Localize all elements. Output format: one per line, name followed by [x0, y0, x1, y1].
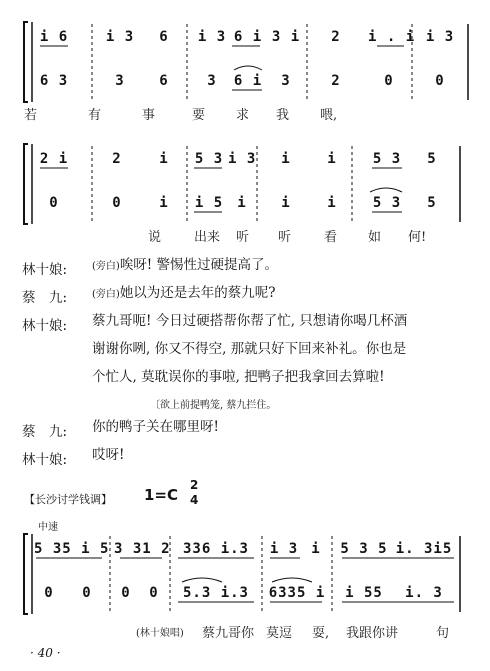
note: 0: [435, 73, 445, 89]
note: 0: [49, 195, 59, 211]
note: 5 3: [372, 195, 402, 211]
note: i 5: [194, 195, 224, 211]
note: 5 3: [372, 151, 402, 167]
lyric: 说: [148, 230, 162, 245]
stave-3-upper: [22, 536, 470, 562]
aside-tag: (旁白): [92, 261, 120, 272]
speaker-name: 林十娘:: [22, 318, 68, 334]
dialogue-text: 唉呀! 警惕性过硬提高了。: [119, 257, 279, 273]
note: 3 31 2: [114, 541, 171, 557]
note: 6: [159, 73, 169, 89]
note: i 3: [425, 29, 455, 45]
note: i: [311, 541, 321, 557]
note: 5 3: [194, 151, 224, 167]
note: 5: [427, 195, 437, 211]
note: i 3: [197, 29, 227, 45]
note: i. 3i5: [395, 541, 453, 557]
lyric: 蔡九哥你: [202, 626, 255, 641]
note: i: [327, 195, 337, 211]
note: i: [237, 195, 247, 211]
dialogue-text: 谢谢你咧, 你又不得空, 那就只好下回来补礼。你也是: [92, 341, 407, 357]
page-number: · 40 ·: [30, 646, 61, 660]
note: i 55: [345, 585, 383, 601]
stave-2-upper: [22, 146, 470, 172]
note: i: [159, 151, 169, 167]
lyric: 看: [324, 230, 338, 245]
speaker-name: 林十娘:: [22, 452, 68, 468]
stave-1-upper: [22, 24, 470, 50]
stave-2-lower: [22, 190, 470, 216]
dialogue-line: [92, 279, 276, 309]
tempo-marking: 中速: [38, 522, 58, 533]
note: 6 i: [233, 29, 263, 45]
note: 3: [115, 73, 125, 89]
lyric-prefix: (林十娘唱): [136, 628, 184, 639]
note: i 3: [228, 151, 257, 167]
dialogue-text: 蔡九哥呃! 今日过硬搭帮你帮了忙, 只想请你喝几杯酒: [92, 313, 408, 329]
stave-3: [22, 530, 470, 640]
dialogue-line: [92, 251, 278, 281]
stave-3-lower: [22, 580, 470, 606]
note: 0: [149, 585, 159, 601]
speaker-name: 蔡 九:: [22, 424, 68, 440]
lyric: 出来: [194, 230, 221, 245]
lyric: 要: [192, 108, 206, 123]
note: 5 3 5: [340, 541, 388, 557]
lyric: 何!: [408, 230, 427, 245]
lyric: 事: [142, 108, 156, 123]
lyric: 莫逗: [266, 626, 293, 641]
note: 2: [331, 73, 341, 89]
note: 2: [112, 151, 122, 167]
lyric: 我跟你讲: [346, 626, 399, 641]
note: i . i: [368, 29, 416, 45]
stave-1: [22, 18, 470, 123]
note: 3: [207, 73, 217, 89]
note: 6335 i: [268, 585, 326, 601]
note: 2 i: [39, 151, 69, 167]
lyric: 听: [236, 230, 250, 245]
note: 5.3 i.3: [182, 585, 249, 601]
note: i: [281, 151, 291, 167]
lyric: 听: [278, 230, 292, 245]
stave-1-lower: [22, 68, 470, 94]
note: 6 3: [39, 73, 69, 89]
tune-title: 【长沙讨学钱调】: [24, 493, 112, 506]
lyric: 若: [24, 108, 38, 123]
note: 6: [159, 29, 169, 45]
note: 0: [112, 195, 122, 211]
note: 3 i: [271, 29, 301, 45]
lyric: 句: [436, 626, 450, 641]
dialogue-text: 她以为还是去年的蔡九呢?: [119, 285, 276, 301]
note: 5 35 i 5: [34, 541, 110, 557]
note: i: [281, 195, 291, 211]
note: 0: [44, 585, 54, 601]
note: i: [327, 151, 337, 167]
lyric: 喂,: [320, 108, 338, 123]
note: 336 i.3: [182, 541, 249, 557]
dialogue-text: 哎呀!: [92, 447, 125, 463]
dialogue-text: 个忙人, 莫耽误你的事啦, 把鸭子把我拿回去算啦!: [92, 369, 385, 385]
time-signature-top: 2: [190, 478, 199, 492]
speaker-name: 蔡 九:: [22, 290, 68, 306]
time-signature-bottom: 4: [190, 493, 199, 507]
lyric: 耍,: [312, 626, 330, 641]
note: i 3: [105, 29, 135, 45]
note: i: [159, 195, 169, 211]
lyric: 求: [236, 108, 250, 123]
dialogue-text: 你的鸭子关在哪里呀!: [92, 419, 219, 435]
lyric: 如: [368, 230, 382, 245]
lyric: 我: [276, 108, 290, 123]
note: 0: [121, 585, 131, 601]
note: 3: [281, 73, 291, 89]
aside-tag: (旁白): [92, 289, 120, 300]
note: 5: [427, 151, 437, 167]
note: 2: [331, 29, 341, 45]
key-signature: 1=C: [144, 486, 179, 504]
note: i. 3: [405, 585, 443, 601]
speaker-name: 林十娘:: [22, 262, 68, 278]
lyric: 有: [88, 108, 102, 123]
stave-2: [22, 140, 470, 244]
note: i 3: [269, 541, 299, 557]
note: 6 i: [233, 73, 263, 89]
note: i 6: [39, 29, 69, 45]
note: 0: [384, 73, 394, 89]
note: 0: [82, 585, 92, 601]
stage-direction: 〔欲上前提鸭笼, 蔡九拦住。: [150, 400, 277, 411]
